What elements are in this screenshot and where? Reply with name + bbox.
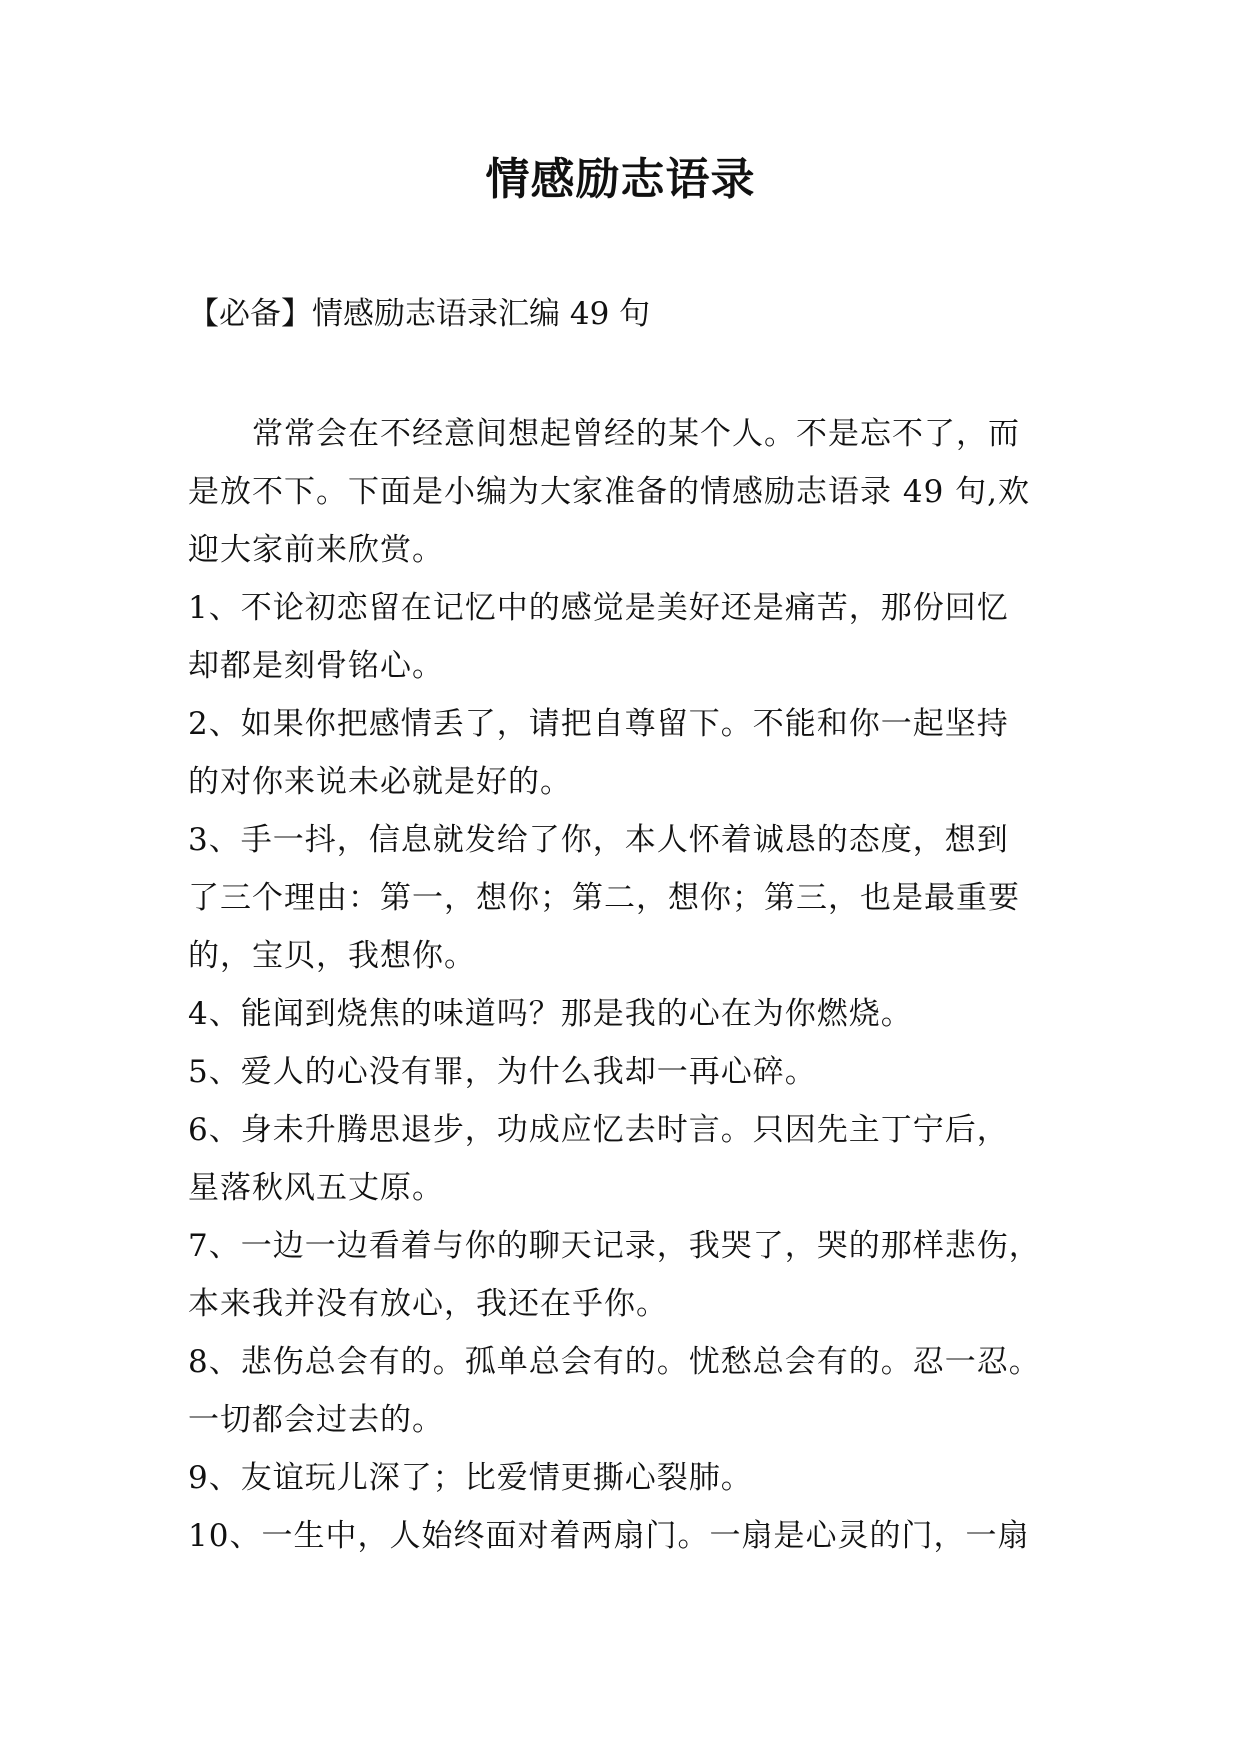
text-line: 7、一边一边看着与你的聊天记录，我哭了，哭的那样悲伤， — [188, 1228, 1041, 1264]
text-line: 10、一生中，人始终面对着两扇门。一扇是心灵的门，一扇 — [188, 1518, 1030, 1554]
document-title: 情感励志语录 — [485, 154, 756, 205]
text-line: 星落秋风五丈原。 — [188, 1170, 444, 1206]
text-line: 的对你来说未必就是好的。 — [188, 764, 572, 800]
text-line: 3、手一抖，信息就发给了你，本人怀着诚恳的态度，想到 — [188, 822, 1009, 858]
text-line: 2、如果你把感情丢了，请把自尊留下。不能和你一起坚持 — [188, 706, 1009, 742]
document-body — [188, 405, 1068, 1565]
text-line: 1、不论初恋留在记忆中的感觉是美好还是痛苦，那份回忆 — [188, 590, 1009, 626]
text-line: 的，宝贝，我想你。 — [188, 938, 476, 974]
text-line: 9、友谊玩儿深了；比爱情更撕心裂肺。 — [188, 1460, 753, 1496]
text-line: 4、能闻到烧焦的味道吗？那是我的心在为你燃烧。 — [188, 996, 913, 1032]
text-line: 常常会在不经意间想起曾经的某个人。不是忘不了，而 — [188, 416, 1020, 452]
text-line: 8、悲伤总会有的。孤单总会有的。忧愁总会有的。忍一忍。 — [188, 1344, 1041, 1380]
text-line: 一切都会过去的。 — [188, 1402, 444, 1438]
text-line: 是放不下。下面是小编为大家准备的情感励志语录 49 句,欢 — [188, 474, 1031, 510]
text-line: 迎大家前来欣赏。 — [188, 532, 444, 568]
text-line: 5、爱人的心没有罪，为什么我却一再心碎。 — [188, 1054, 817, 1090]
document-subtitle: 【必备】情感励志语录汇编 49 句 — [188, 296, 651, 332]
text-line: 了三个理由：第一，想你；第二，想你；第三，也是最重要 — [188, 880, 1020, 916]
text-line: 却都是刻骨铭心。 — [188, 648, 444, 684]
text-line: 本来我并没有放心，我还在乎你。 — [188, 1286, 668, 1322]
text-line: 6、身未升腾思退步，功成应忆去时言。只因先主丁宁后， — [188, 1112, 1009, 1148]
